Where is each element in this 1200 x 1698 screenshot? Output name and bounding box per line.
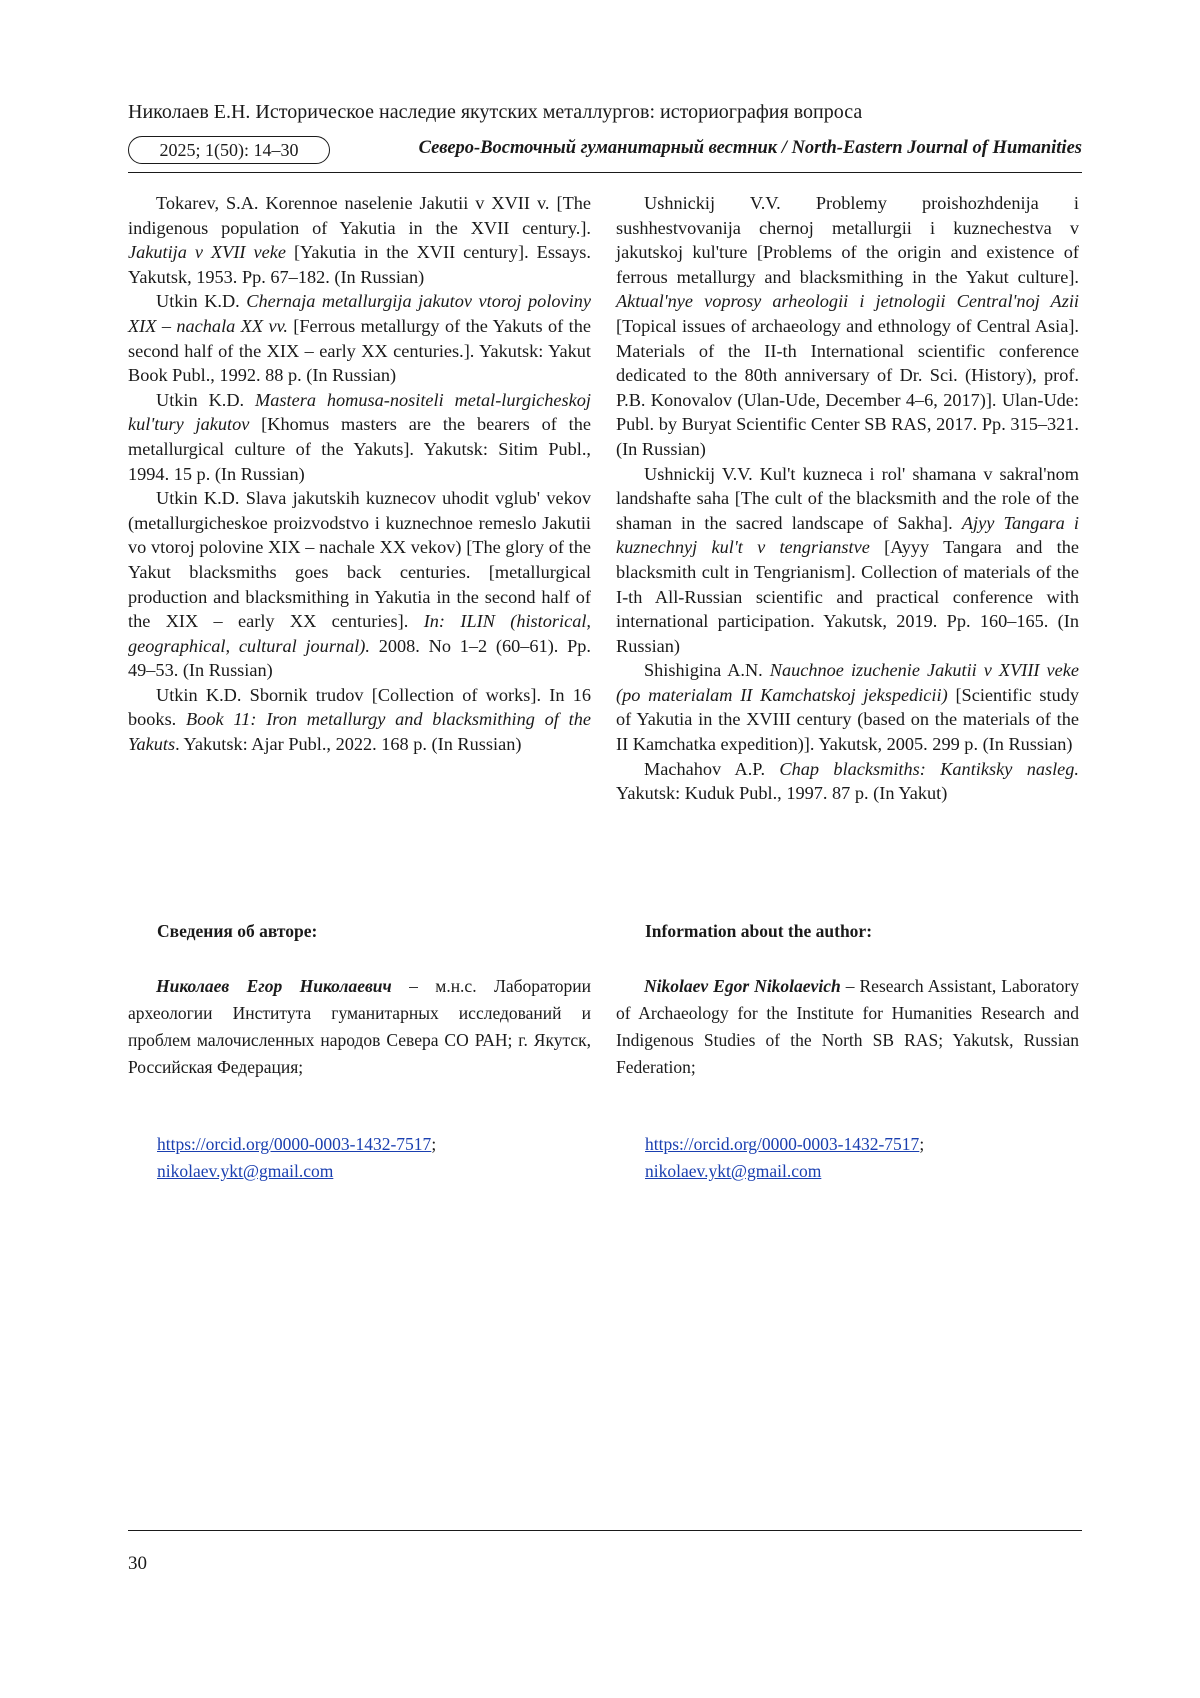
- reference-item: Utkin K.D. Chernaja metallurgija jakutov vtoroj poloviny XIX – nachala XX vv. [Ferrous metallurgy of the Yakuts of the second half of the XIX – early XX centuries.]. Yakutsk: Yakut Book Publ., 1992. 88 p. (In Russian): [128, 291, 591, 386]
- header-divider: [128, 172, 1082, 173]
- page-number: 30: [128, 1553, 147, 1574]
- contacts-en: https://orcid.org/0000-0003-1432-7517; nikolaev.ykt@gmail.com: [645, 1134, 925, 1181]
- references-right-column: [616, 191, 1079, 806]
- reference-item: Machahov A.P. Chap blacksmiths: Kantiksky nasleg. Yakutsk: Kuduk Publ., 1997. 87 p. (In Yakut): [616, 758, 1079, 804]
- reference-item: Utkin K.D. Mastera homusa-nositeli metal-lurgicheskoj kul'tury jakutov [Khomus masters are the bearers of the metallurgical culture of the Yakuts]. Yakutsk: Sitim Publ., 1994. 15 p. (In Russian): [128, 389, 591, 484]
- reference-item: Shishigina A.N. Nauchnoe izuchenie Jakutii v XVIII veke (po materialam II Kamchatskoj jekspedicii) [Scientific study of Yakutia in the XVIII century (based on the materials of the II Kamchatka expedition)]. Yakutsk, 2005. 299 p. (In Russian): [616, 660, 1080, 755]
- running-title: Николаев Е.Н. Историческое наследие якутских металлургов: историография вопроса: [128, 101, 863, 123]
- author-info-heading-ru: Сведения об авторе:: [157, 921, 318, 941]
- issue-badge: 2025; 1(50): 14–30: [128, 136, 330, 164]
- orcid-link-ru[interactable]: https://orcid.org/0000-0003-1432-7517: [157, 1134, 432, 1154]
- footer-divider: [128, 1530, 1082, 1531]
- author-name-ru: Николаев Егор Николаевич: [156, 976, 392, 996]
- header-row: [128, 136, 1082, 164]
- reference-item: Utkin K.D. Sbornik trudov [Collection of works]. In 16 books. Book 11: Iron metallurgy and blacksmithing of the Yakuts. Yakutsk: Ajar Publ., 2022. 168 p. (In Russian): [128, 684, 591, 755]
- author-info-ru: Николаев Егор Николаевич – м.н.с. Лаборатории археологии Института гуманитарных исследований и проблем малочисленных народов Севера СО РАН; г. Якутск, Российская Федерация;: [128, 976, 591, 1077]
- contacts-ru: https://orcid.org/0000-0003-1432-7517; nikolaev.ykt@gmail.com: [157, 1134, 437, 1181]
- email-link-ru[interactable]: nikolaev.ykt@gmail.com: [157, 1161, 334, 1181]
- author-name-en: Nikolaev Egor Nikolaevich: [644, 976, 841, 996]
- reference-item: Ushnickij V.V. Problemy proishozhdenija i sushhestvovanija chernoj metallurgii i kuznechestva v jakutskoj kul'ture [Problems of the origin and existence of ferrous metallurgy and blacksmithing in the Yakut culture]. Aktual'nye voprosy arheologii i jetnologii Central'noj Azii [Topical issues of archaeology and ethnology of Central Asia]. Materials of the II-th International scientific conference dedicated to the 80th anniversary of Dr. Sci. (History), prof. P.B. Konovalov (Ulan-Ude, December 4–6, 2017)]. Ulan-Ude: Publ. by Buryat Scientific Center SB RAS, 2017. Pp. 315–321. (In Russian): [616, 193, 1079, 459]
- journal-title: Северо-Восточный гуманитарный вестник / North-Eastern Journal of Humanities: [418, 138, 1082, 158]
- author-info-en: Nikolaev Egor Nikolaevich – Research Assistant, Laboratory of Archaeology for the Institute for Humanities Research and Indigenous Studies of the North SB RAS; Yakutsk, Russian Federation;: [616, 976, 1080, 1077]
- references-left-column: [128, 191, 591, 757]
- reference-item: Tokarev, S.A. Korennoe naselenie Jakutii v XVII v. [The indigenous population of Yakutia in the XVII century.]. Jakutija v XVII veke [Yakutia in the XVII century]. Essays. Yakutsk, 1953. Pp. 67–182. (In Russian): [128, 193, 591, 287]
- email-link-en[interactable]: nikolaev.ykt@gmail.com: [645, 1161, 822, 1181]
- reference-item: Ushnickij V.V. Kul't kuzneca i rol' shamana v sakral'nom landshafte saha [The cult of the blacksmith and the role of the shaman in the sacred landscape of Sakha]. Ajyy Tangara i kuznechnyj kul't v tengrianstve [Ayyy Tangara and the blacksmith cult in Tengrianism]. Collection of materials of the I-th All-Russian scientific and practical conference with international participation. Yakutsk, 2019. Pp. 160–165. (In Russian): [616, 463, 1080, 656]
- reference-item: Utkin K.D. Slava jakutskih kuznecov uhodit vglub' vekov (metallurgicheskoe proizvodstvo i kuznechnoe remeslo Jakutii vo vtoroj polovine XIX – nachale XX vekov) [The glory of the Yakut blacksmiths goes back centuries. [metallurgical production and blacksmithing in Yakutia in the second half of the XIX – early XX centuries]. In: ILIN (historical, geographical, cultural journal). 2008. No 1–2 (60–61). Pp. 49–53. (In Russian): [128, 488, 592, 681]
- author-info-heading-en: Information about the author:: [645, 921, 873, 941]
- orcid-link-en[interactable]: https://orcid.org/0000-0003-1432-7517: [645, 1134, 920, 1154]
